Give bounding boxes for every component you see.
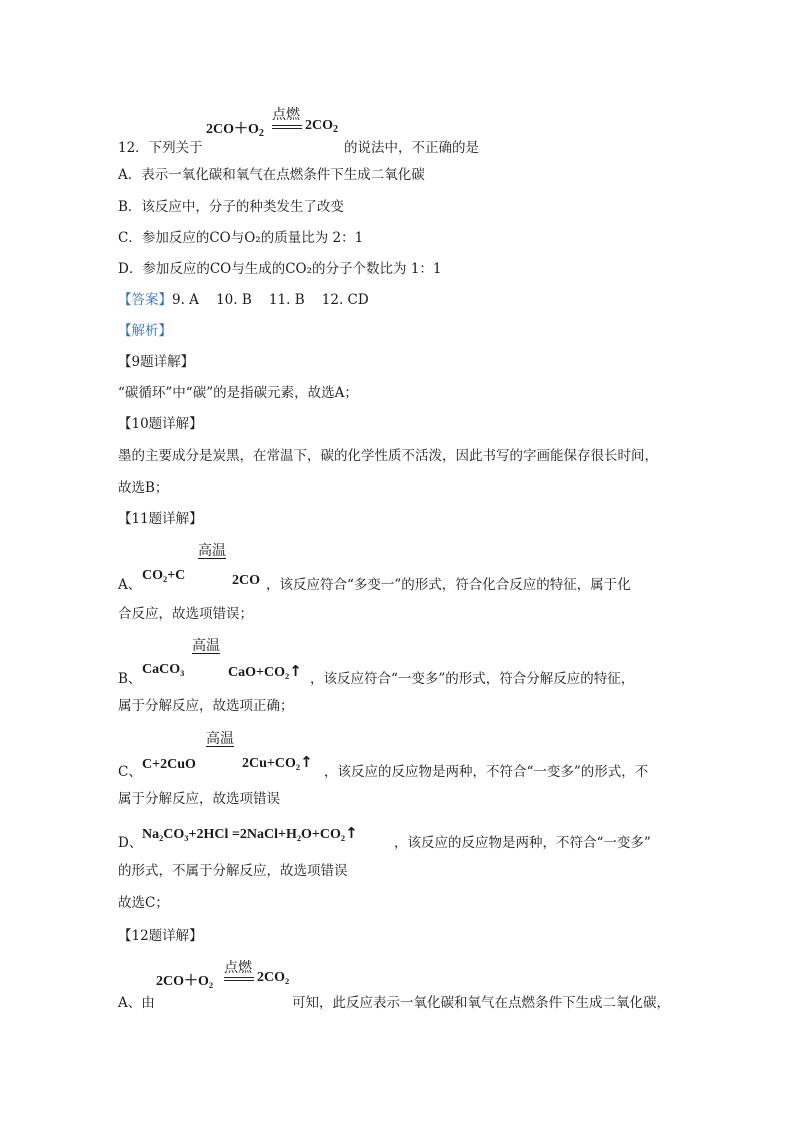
q12-equation-right: $2CO_2$ [305,118,338,135]
q12-equation-left: $2CO+O_2$ [206,122,264,139]
q12-stem-suffix: 的说法中，不正确的是 [344,140,479,156]
eq-12a-condition: 点燃 [224,960,252,976]
eq-12a-double-line [224,977,254,981]
eq-c-right: 2Cu+CO₂↑ [242,753,313,771]
eq-c-condition: 高温 [206,731,234,747]
q12-option-d: D．参加反应的CO与生成的CO₂的分子个数比为 1：1 [118,261,442,277]
para-d-line2: 的形式，不属于分解反应，故选项错误 [118,863,348,879]
eq-12a-left: 2CO＋O₂ [156,974,214,989]
gas-arrow-icon: ↑ [345,824,358,842]
analysis-label: 【解析】 [118,323,172,339]
eq-b-right: CaO+CO₂↑ [228,662,302,680]
gas-arrow-icon: ↑ [300,753,313,771]
para-c-line1: ，该反应的反应物是两种，不符合“一变多”的形式，不 [324,764,649,780]
eq-b-condition: 高温 [192,638,220,654]
q12-stem-prefix: 12．下列关于 [118,140,203,156]
para-q10-line1: 墨的主要成分是炭黑，在常温下，碳的化学性质不活泼，因此书写的字画能保存很长时间， [118,448,658,464]
answer-row [118,291,369,309]
eq-12a-right: 2CO₂ [257,970,290,985]
heading-q12: 【12题详解】 [118,928,203,944]
answer-text: 9. A 10. B 11. B 12. CD [172,292,369,308]
q12-equation-condition: 点燃 [272,107,300,123]
para-c-line2: 属于分解反应，故选项错误 [118,791,280,807]
q12-option-b: B．该反应中，分子的种类发生了改变 [118,199,344,215]
eq-a-prefix: A、 [118,577,142,593]
heading-q11: 【11题详解】 [118,511,203,527]
heading-q9: 【9题详解】 [118,354,195,370]
eq-a-left: CO₂+C [142,568,186,583]
eq-b-prefix: B、 [118,671,142,687]
q12-equation-double-line [272,125,302,129]
para-a-line2: 合反应，故选项错误； [118,606,253,622]
eq-c-left: C+2CuO [142,757,196,772]
para-b-line1: ，该反应符合“一变多”的形式，符合分解反应的特征， [310,671,635,687]
para-12a-text: 可知，此反应表示一氧化碳和氧气在点燃条件下生成二氧化碳， [292,995,670,1011]
gas-arrow-icon: ↑ [289,662,302,680]
heading-q10: 【10题详解】 [118,416,203,432]
para-q10-line2: 故选B； [118,480,169,496]
eq-a-right: 2CO [232,573,260,588]
para-12a-prefix: A、由 [118,995,155,1011]
eq-b-left: CaCO₃ [142,662,185,677]
para-b-line2: 属于分解反应，故选项正确； [118,698,294,714]
q12-option-a: A．表示一氧化碳和氧气在点燃条件下生成二氧化碳 [118,167,425,183]
conclusion-q11: 故选C； [118,895,169,911]
eq-a-condition: 高温 [198,543,226,559]
eq-c-prefix: C、 [118,764,142,780]
eq-d: Na₂CO₃+2HCl =2NaCl+H₂O+CO₂↑ [142,824,358,842]
q12-option-c: C．参加反应的CO与O₂的质量比为 2：1 [118,230,364,246]
para-a-line1: ，该反应符合“多变一”的形式，符合化合反应的特征，属于化 [266,577,631,593]
para-d-line1: ，该反应的反应物是两种，不符合“一变多” [394,835,651,851]
answer-label: 【答案】 [118,292,172,308]
eq-d-prefix: D、 [118,835,143,851]
para-q9: “碳循环”中“碳”的是指碳元素，故选A； [118,385,358,401]
